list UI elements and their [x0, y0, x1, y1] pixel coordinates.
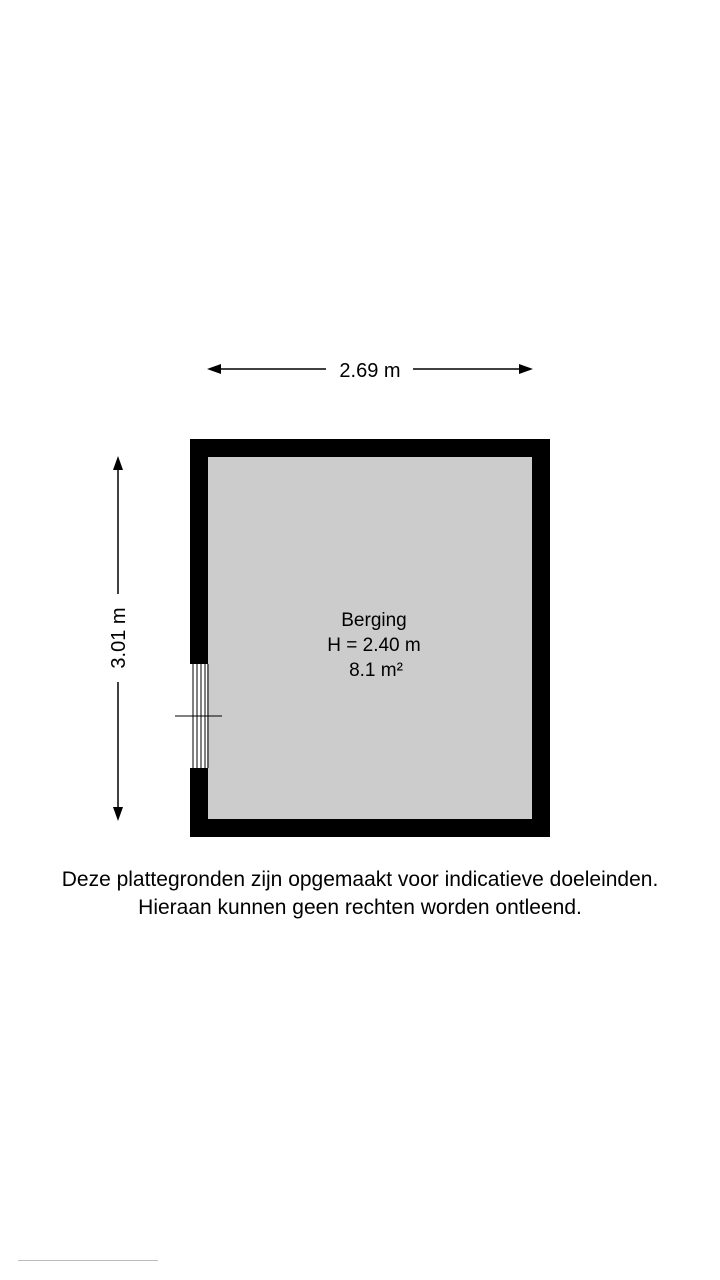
height-dimension: [108, 456, 130, 821]
width-arrow-left-icon: [207, 364, 221, 374]
height-arrow-bottom-icon: [113, 807, 123, 821]
room-area: 8.1 m²: [349, 660, 403, 681]
room-name: Berging: [341, 610, 407, 631]
footer-divider: [18, 1260, 158, 1261]
room-ceiling-height: H = 2.40 m: [327, 635, 421, 656]
height-arrow-top-icon: [113, 456, 123, 470]
disclaimer-line-1: Deze plattegronden zijn opgemaakt voor indicatieve doeleinden.: [61, 868, 659, 891]
width-dimension: [207, 360, 533, 382]
height-dimension-label: 3.01 m: [108, 607, 130, 669]
disclaimer-line-2: Hieraan kunnen geen rechten worden ontleend.: [138, 896, 582, 919]
width-dimension-label: 2.69 m: [339, 360, 401, 382]
width-arrow-right-icon: [519, 364, 533, 374]
